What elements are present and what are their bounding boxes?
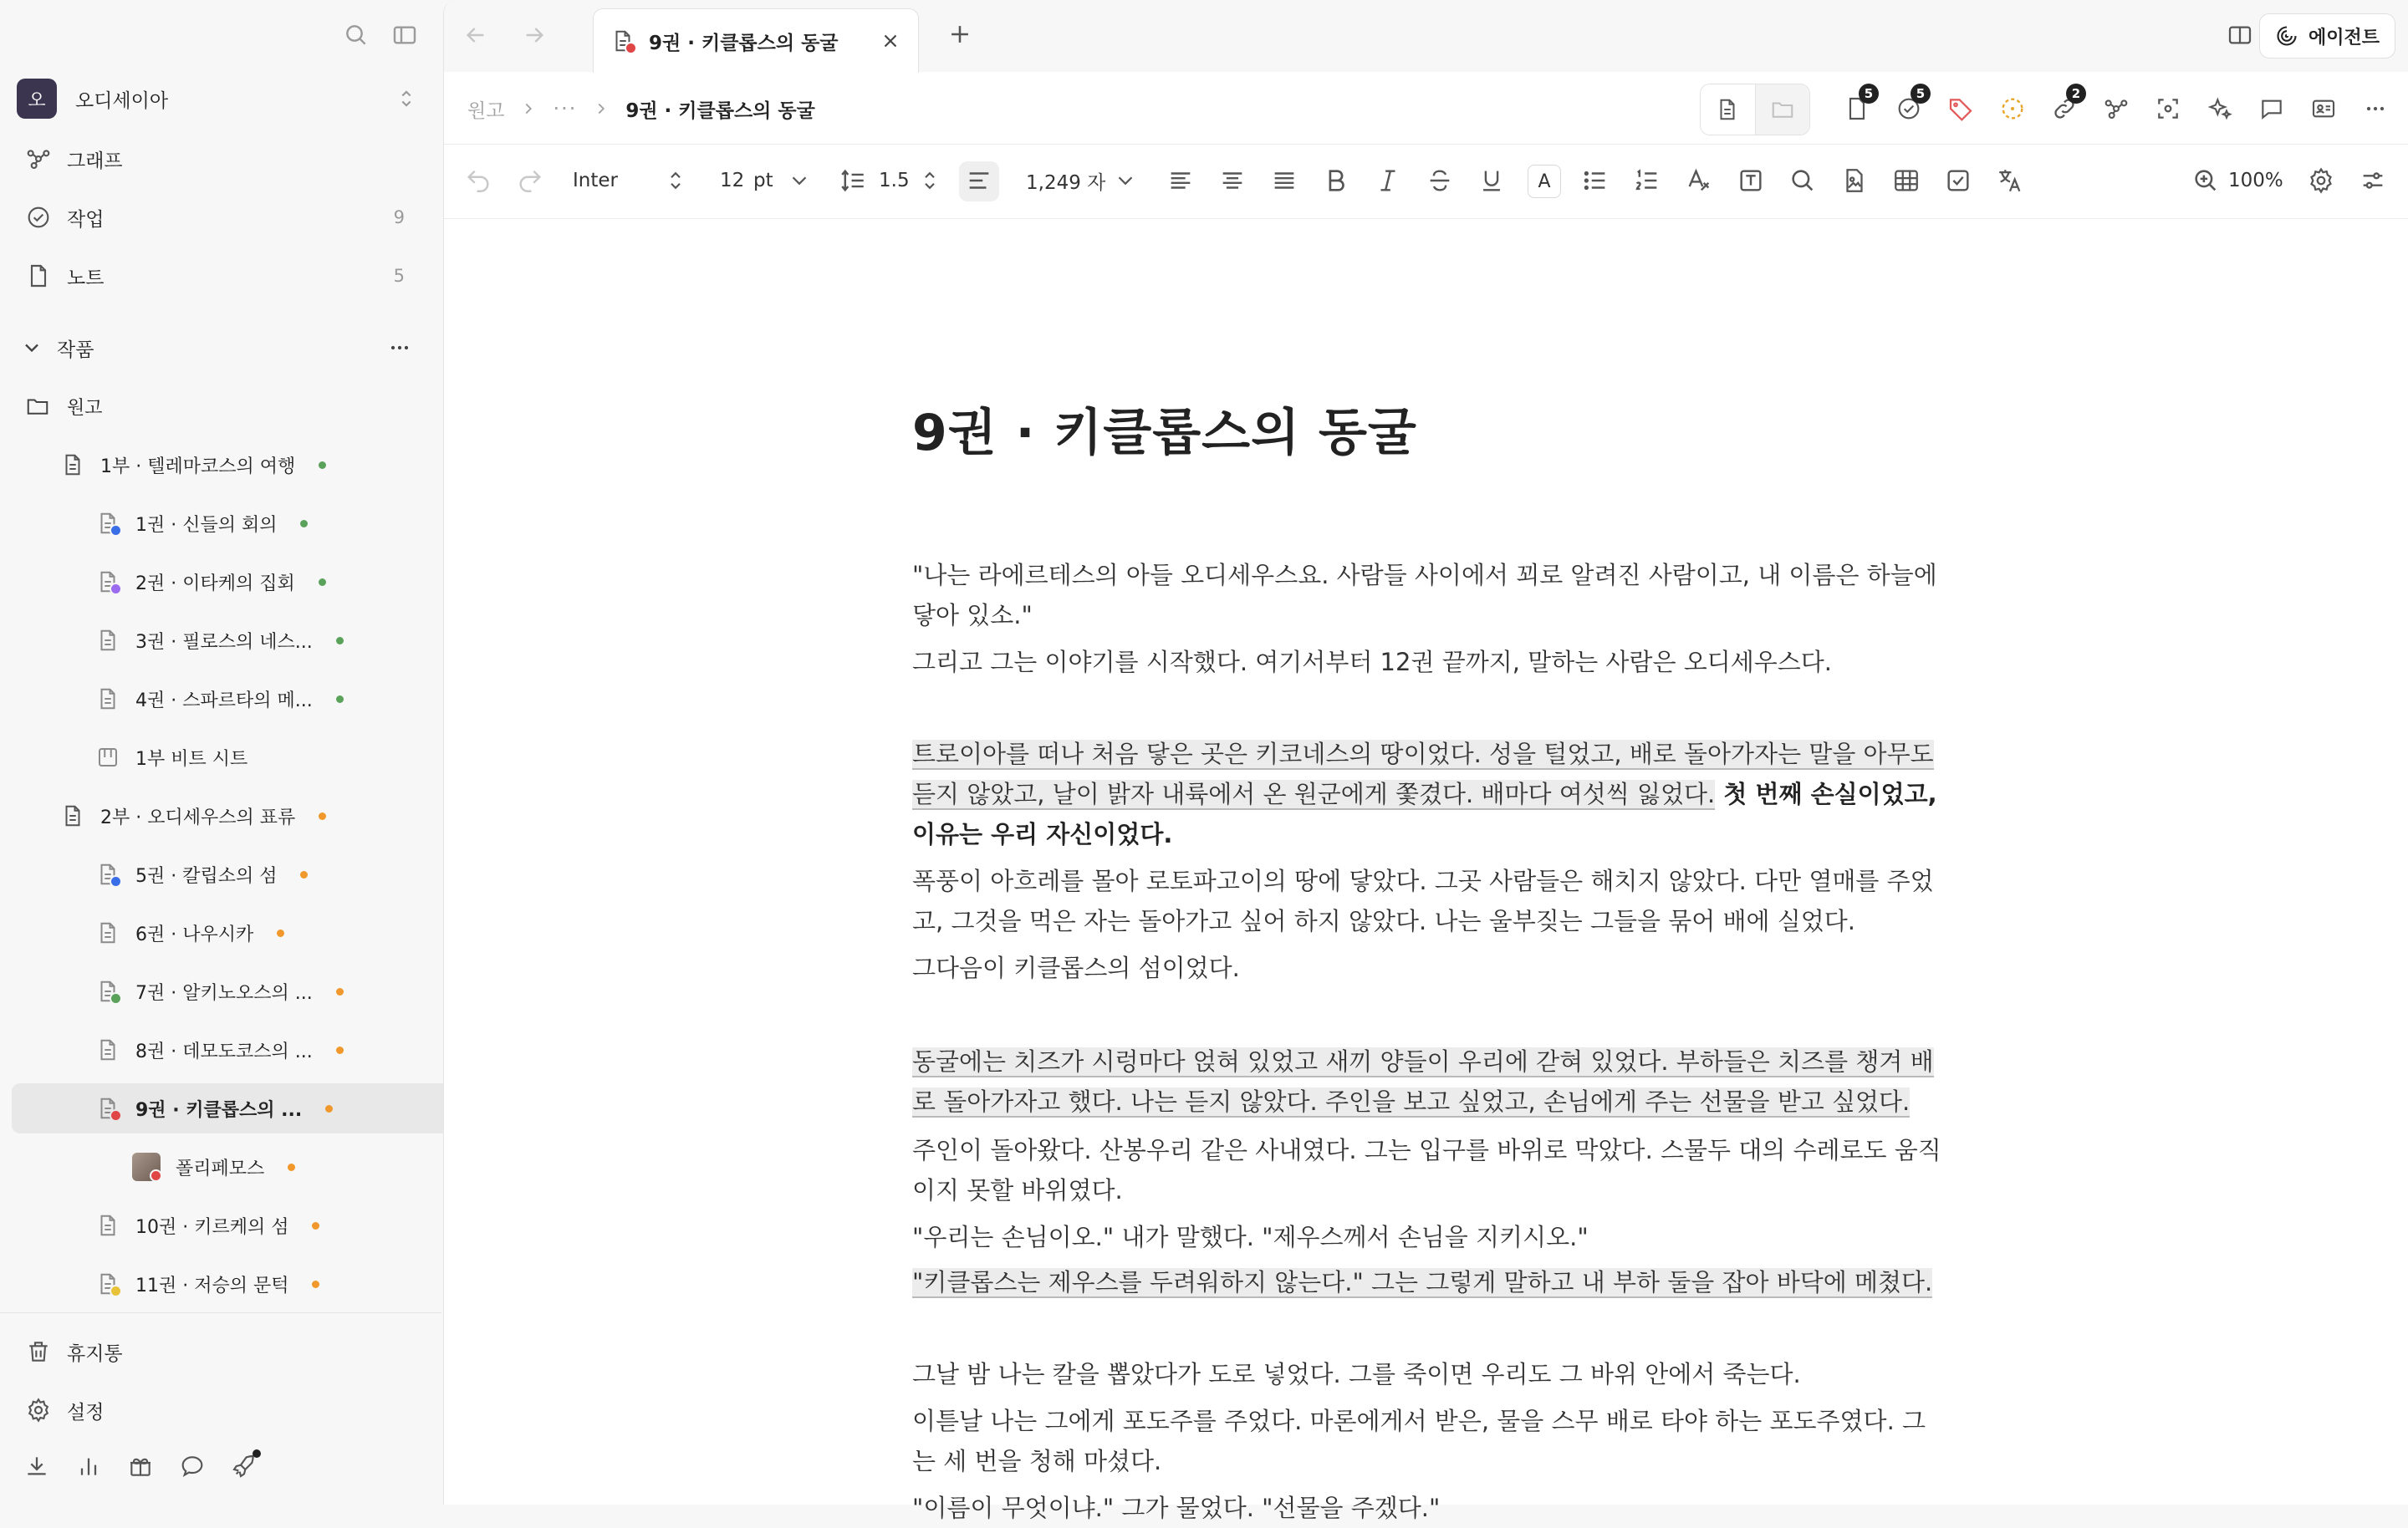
- chevron-down-icon[interactable]: [1113, 166, 1138, 195]
- status-dot: [336, 1047, 344, 1054]
- paragraph[interactable]: 그리고 그는 이야기를 시작했다. 여기서부터 12권 끝까지, 말하는 사람은 오디세우스다.: [912, 648, 1832, 676]
- tree-item-label: 1부 비트 시트: [135, 748, 248, 770]
- tab-title: 9권 · 키클롭스의 동굴: [649, 32, 839, 54]
- files-icon[interactable]: [1844, 86, 1874, 122]
- gear-icon: [25, 1397, 52, 1424]
- status-dot: [319, 461, 326, 469]
- tree-item-label: 1권 · 신들의 회의: [135, 514, 278, 536]
- strikethrough-icon[interactable]: [1426, 166, 1454, 195]
- document-icon: [95, 1271, 120, 1296]
- paragraph[interactable]: "이름이 무엇이냐." 그가 물었다. "선물을 주겠다.": [912, 1494, 1441, 1522]
- document-icon: [95, 511, 120, 536]
- search-icon[interactable]: [343, 22, 370, 48]
- agent-spiral-icon: [2275, 24, 2298, 48]
- paragraph[interactable]: 이튿날 나는 그에게 포도주를 주었다. 마론에게서 받은, 물을 스무 배로 타야 하는 포도주였다. 그는 세 번을 청해 마셨다.: [912, 1407, 1926, 1475]
- tree-item-label: 1부 · 텔레마코스의 여행: [100, 456, 296, 477]
- status-dot: [300, 871, 308, 879]
- document-body[interactable]: [912, 393, 1966, 1522]
- breadcrumb-current: 9권 · 키클롭스의 동굴: [625, 99, 815, 122]
- document-icon: [95, 862, 120, 887]
- paragraph[interactable]: 폭풍이 아흐레를 몰아 로토파고이의 땅에 닿았다. 그곳 사람들은 해치지 않았다. 다만 열매를 주었고, 그것을 먹은 자는 돌아가고 싶어 하지 않았다. 나는 울부짖는 그들을 묶어 배에 실었다.: [912, 867, 1934, 935]
- status-dot: [336, 988, 344, 996]
- gear-icon[interactable]: [2307, 166, 2335, 195]
- tree-item-label: 8권 · 데모도코스의 ...: [135, 1041, 313, 1062]
- folder-icon: [1770, 97, 1795, 122]
- sidebar-toggle-icon[interactable]: [391, 22, 418, 48]
- sidebar-header: [0, 0, 441, 72]
- status-dot: [312, 1222, 319, 1230]
- sidebar-item-label: 그래프: [67, 150, 123, 172]
- tree-item[interactable]: [12, 615, 512, 665]
- tab-active-document[interactable]: [593, 8, 919, 73]
- sidebar-item-notes[interactable]: [25, 256, 428, 296]
- checkbox-icon[interactable]: [1944, 166, 1972, 195]
- paragraph[interactable]: "나는 라에르테스의 아들 오디세우스요. 사람들 사이에서 꾀로 알려진 사람이고, 내 이름은 하늘에 닿아 있소.": [912, 561, 1937, 629]
- italic-icon[interactable]: [1374, 166, 1402, 195]
- sidebar-item-count: 9: [393, 207, 405, 227]
- back-arrow-icon[interactable]: [462, 22, 489, 48]
- document-icon: [60, 803, 85, 828]
- document-title[interactable]: 9권 · 키클롭스의 동굴: [912, 404, 1417, 462]
- tree-item[interactable]: [12, 732, 512, 782]
- status-dot: [110, 875, 122, 888]
- tag-icon[interactable]: [1947, 95, 1974, 122]
- agent-button-label: 에이전트: [2308, 27, 2380, 48]
- forward-arrow-icon[interactable]: [521, 22, 548, 48]
- undo-icon[interactable]: [464, 166, 492, 195]
- tree-item-label: 2부 · 오디세우스의 표류: [100, 807, 296, 828]
- chevron-up-down-icon[interactable]: [663, 166, 688, 195]
- line-height-value[interactable]: 1.5: [879, 170, 910, 191]
- align-left-icon[interactable]: [965, 166, 993, 195]
- sidebar-bottom-actions: [23, 1453, 258, 1480]
- tree-item[interactable]: [12, 966, 512, 1016]
- link-icon[interactable]: [2051, 86, 2081, 122]
- focus-scan-icon[interactable]: [2155, 95, 2181, 122]
- chevron-right-icon: [592, 99, 610, 118]
- sidebar-item-graph[interactable]: [25, 139, 428, 179]
- section-header-works[interactable]: [20, 328, 428, 368]
- insert-image-icon[interactable]: [1840, 166, 1869, 195]
- highlighted-text[interactable]: 동굴에는 치즈가 시렁마다 얹혀 있었고 새끼 양들이 우리에 갇혀 있었다. 부하들은 치즈를 챙겨 배로 돌아가자고 했다. 나는 듣지 않았다. 주인을 보고 싶었고, 손님에게 주는 선물을 받고 싶었다.: [912, 1047, 1934, 1116]
- sidebar: [0, 0, 441, 1505]
- document-icon: [95, 979, 120, 1004]
- sidebar-item-label: 설정: [67, 1401, 105, 1424]
- status-dot: [150, 1169, 162, 1182]
- document-tools: [1700, 84, 2408, 134]
- status-dot: [110, 992, 122, 1005]
- paragraph[interactable]: 그날 밤 나는 칼을 뽑았다가 도로 넣었다. 그를 죽이면 우리도 그 바위 안에서 죽는다.: [912, 1360, 1801, 1388]
- character-count[interactable]: 1,249 자: [1026, 171, 1106, 194]
- tree-item-label: 폴리페모스: [176, 1158, 265, 1179]
- text-box-icon[interactable]: [1737, 166, 1765, 195]
- document-view-button[interactable]: [1701, 84, 1756, 135]
- sidebar-item-label: 노트: [67, 267, 105, 289]
- status-dot: [336, 637, 344, 644]
- stats-bar-icon[interactable]: [75, 1453, 102, 1480]
- tree-item-label: 원고: [67, 397, 103, 419]
- tree-item[interactable]: [12, 1083, 512, 1133]
- tree-item-label: 3권 · 필로스의 네스...: [135, 631, 313, 653]
- zoom-in-icon[interactable]: [2191, 166, 2220, 195]
- ai-sparkle-icon[interactable]: [2206, 95, 2233, 122]
- align-justify-icon[interactable]: [1270, 166, 1298, 195]
- sidebar-item-label: 휴지통: [67, 1342, 123, 1365]
- graph-icon[interactable]: [2103, 95, 2130, 122]
- status-dot: [110, 524, 122, 537]
- tree-item-label: 6권 · 나우시카: [135, 924, 254, 945]
- sidebar-item-settings[interactable]: [25, 1390, 428, 1430]
- tree-folder-manuscript[interactable]: [12, 381, 441, 431]
- tree-item[interactable]: [12, 557, 512, 607]
- paragraph[interactable]: 그다음이 키클롭스의 섬이었다.: [912, 954, 1240, 982]
- gift-icon[interactable]: [127, 1453, 154, 1480]
- chevron-down-icon[interactable]: [20, 336, 43, 359]
- graph-icon: [25, 145, 52, 172]
- section-label: 작품: [57, 339, 94, 361]
- clear-format-icon[interactable]: [1685, 166, 1713, 195]
- chat-bubble-icon[interactable]: [179, 1453, 206, 1480]
- links-badge: 2: [2066, 84, 2086, 104]
- tree-item[interactable]: [12, 674, 512, 724]
- notification-dot: [253, 1449, 261, 1458]
- character-avatar: [132, 1153, 161, 1181]
- tree-item-label: 10권 · 키르케의 섬: [135, 1216, 289, 1238]
- underline-icon[interactable]: [1477, 166, 1506, 195]
- font-family-select[interactable]: Inter: [573, 170, 618, 191]
- files-badge: 5: [1859, 84, 1879, 104]
- tree-item-label: 4권 · 스파르타의 메...: [135, 690, 313, 711]
- sliders-icon[interactable]: [2359, 166, 2387, 195]
- sidebar-item-count: 5: [393, 266, 405, 286]
- status-dot: [319, 812, 326, 820]
- tree-item-label: 11권 · 저승의 문턱: [135, 1275, 289, 1296]
- chevron-up-down-icon: [395, 87, 418, 110]
- main-pane: [443, 0, 2408, 1522]
- folder-icon: [25, 394, 50, 419]
- document-icon: [95, 920, 120, 945]
- breadcrumb-root[interactable]: 원고: [467, 99, 505, 122]
- tree-item-label: 2권 · 이타케의 집회: [135, 573, 295, 594]
- sidebar-item-tasks[interactable]: [25, 197, 428, 237]
- status-dot: [319, 578, 326, 586]
- tasks-badge: 5: [1911, 84, 1931, 104]
- bold-text[interactable]: 첫 번째 손실이었고, 이유는 우리 자신이었다.: [912, 780, 1937, 848]
- breadcrumb-ellipsis[interactable]: ···: [553, 97, 578, 120]
- chevron-up-down-icon[interactable]: [917, 166, 942, 195]
- translate-icon[interactable]: [1996, 166, 2024, 195]
- view-mode-toggle[interactable]: [1700, 84, 1810, 135]
- status-dot: [110, 583, 122, 595]
- split-view-icon[interactable]: [2227, 22, 2253, 48]
- find-search-icon[interactable]: [1788, 166, 1817, 195]
- more-horizontal-icon[interactable]: [2362, 95, 2389, 122]
- document-icon: [610, 28, 635, 53]
- sidebar-item-label: 작업: [67, 208, 105, 231]
- status-dot: [277, 930, 284, 937]
- status-dot: [336, 695, 344, 703]
- workspace-switcher[interactable]: [17, 80, 428, 117]
- document-icon: [1715, 97, 1740, 122]
- comment-icon[interactable]: [2258, 95, 2285, 122]
- align-justify-left-icon[interactable]: [1166, 166, 1195, 195]
- highlighted-text[interactable]: 트로이아를 떠나 처음 닿은 곳은 키코네스의 땅이었다. 성을 털었고, 배로 돌아가자는 말을 아무도 듣지 않았고, 날이 밝자 내륙에서 온 원군에게 쫓겼다. 배마다 여섯씩 잃었다.: [912, 740, 1934, 808]
- document-icon: [95, 628, 120, 653]
- task-check-icon[interactable]: [1895, 86, 1926, 122]
- status-dot: [300, 520, 308, 527]
- font-size-value[interactable]: 12: [720, 170, 745, 191]
- zoom-level[interactable]: 100%: [2228, 170, 2283, 191]
- sidebar-item-trash[interactable]: [25, 1332, 428, 1372]
- new-tab-plus-icon[interactable]: [946, 20, 974, 48]
- tree-item-label: 7권 · 알키노오스의 ...: [135, 982, 313, 1004]
- agent-button[interactable]: [2259, 13, 2395, 59]
- paragraph[interactable]: "우리는 손님이오." 내가 말했다. "제우스께서 손님을 지키시오.": [912, 1223, 1589, 1251]
- workspace-name: 오디세이아: [75, 89, 169, 112]
- more-horizontal-icon[interactable]: [386, 334, 413, 361]
- id-card-icon[interactable]: [2310, 95, 2337, 122]
- document-icon: [60, 452, 85, 477]
- paragraph[interactable]: [912, 734, 1949, 854]
- document-icon: [95, 1096, 120, 1121]
- tab-bar: [444, 0, 2408, 72]
- close-icon[interactable]: [880, 30, 901, 52]
- align-center-icon[interactable]: [1218, 166, 1247, 195]
- breadcrumb: [467, 89, 815, 129]
- paragraph[interactable]: [912, 1262, 1949, 1302]
- status-dot: [288, 1164, 295, 1171]
- status-dashed-circle-icon[interactable]: [1999, 95, 2026, 122]
- tree-item[interactable]: [12, 1259, 512, 1309]
- document-icon: [95, 686, 120, 711]
- numbered-list-icon[interactable]: [1633, 166, 1661, 195]
- redo-icon[interactable]: [516, 166, 544, 195]
- tree-item-label: 5권 · 칼립소의 섬: [135, 865, 278, 887]
- tree-item[interactable]: [12, 1025, 512, 1075]
- tree-item[interactable]: [12, 1200, 512, 1250]
- trash-icon: [25, 1338, 52, 1365]
- tree-item[interactable]: [12, 908, 512, 958]
- status-dot: [110, 1109, 122, 1122]
- tree-item[interactable]: [12, 849, 512, 899]
- tree-item-label: 9권 · 키클롭스의 ...: [135, 1099, 303, 1121]
- format-toolbar: [444, 144, 2408, 219]
- document-icon: [95, 1037, 120, 1062]
- text-color-button[interactable]: A: [1528, 165, 1561, 198]
- status-dot: [325, 1105, 333, 1113]
- download-icon[interactable]: [23, 1453, 50, 1480]
- note-icon: [25, 262, 52, 289]
- font-size-unit: pt: [753, 170, 773, 191]
- status-dot: [312, 1281, 319, 1288]
- table-icon[interactable]: [1892, 166, 1921, 195]
- paragraph[interactable]: [912, 1042, 1949, 1122]
- document-icon: [95, 569, 120, 594]
- document-icon: [95, 1213, 120, 1238]
- status-dot: [625, 42, 637, 54]
- bullet-list-icon[interactable]: [1581, 166, 1610, 195]
- paragraph[interactable]: 주인이 돌아왔다. 산봉우리 같은 사내였다. 그는 입구를 바위로 막았다. 스물두 대의 수레로도 움직이지 못할 바위였다.: [912, 1136, 1941, 1205]
- chevron-down-icon[interactable]: [787, 166, 812, 195]
- tree-item[interactable]: [12, 791, 477, 841]
- task-check-icon: [25, 204, 52, 231]
- status-dot: [110, 1285, 122, 1297]
- bold-icon[interactable]: [1322, 166, 1350, 195]
- line-height-icon[interactable]: [839, 166, 867, 195]
- beat-sheet-icon: [95, 745, 120, 770]
- tree-item[interactable]: [12, 440, 477, 490]
- highlighted-text[interactable]: "키클롭스는 제우스를 두려워하지 않는다." 그는 그렇게 말하고 내 부하 둘을 잡아 바닥에 메쳤다.: [912, 1268, 1933, 1296]
- workspace-avatar: 오: [17, 79, 57, 119]
- chevron-right-icon: [519, 99, 538, 118]
- folder-view-button[interactable]: [1756, 84, 1810, 135]
- rocket-icon[interactable]: [231, 1453, 258, 1480]
- tree-item[interactable]: [12, 498, 512, 548]
